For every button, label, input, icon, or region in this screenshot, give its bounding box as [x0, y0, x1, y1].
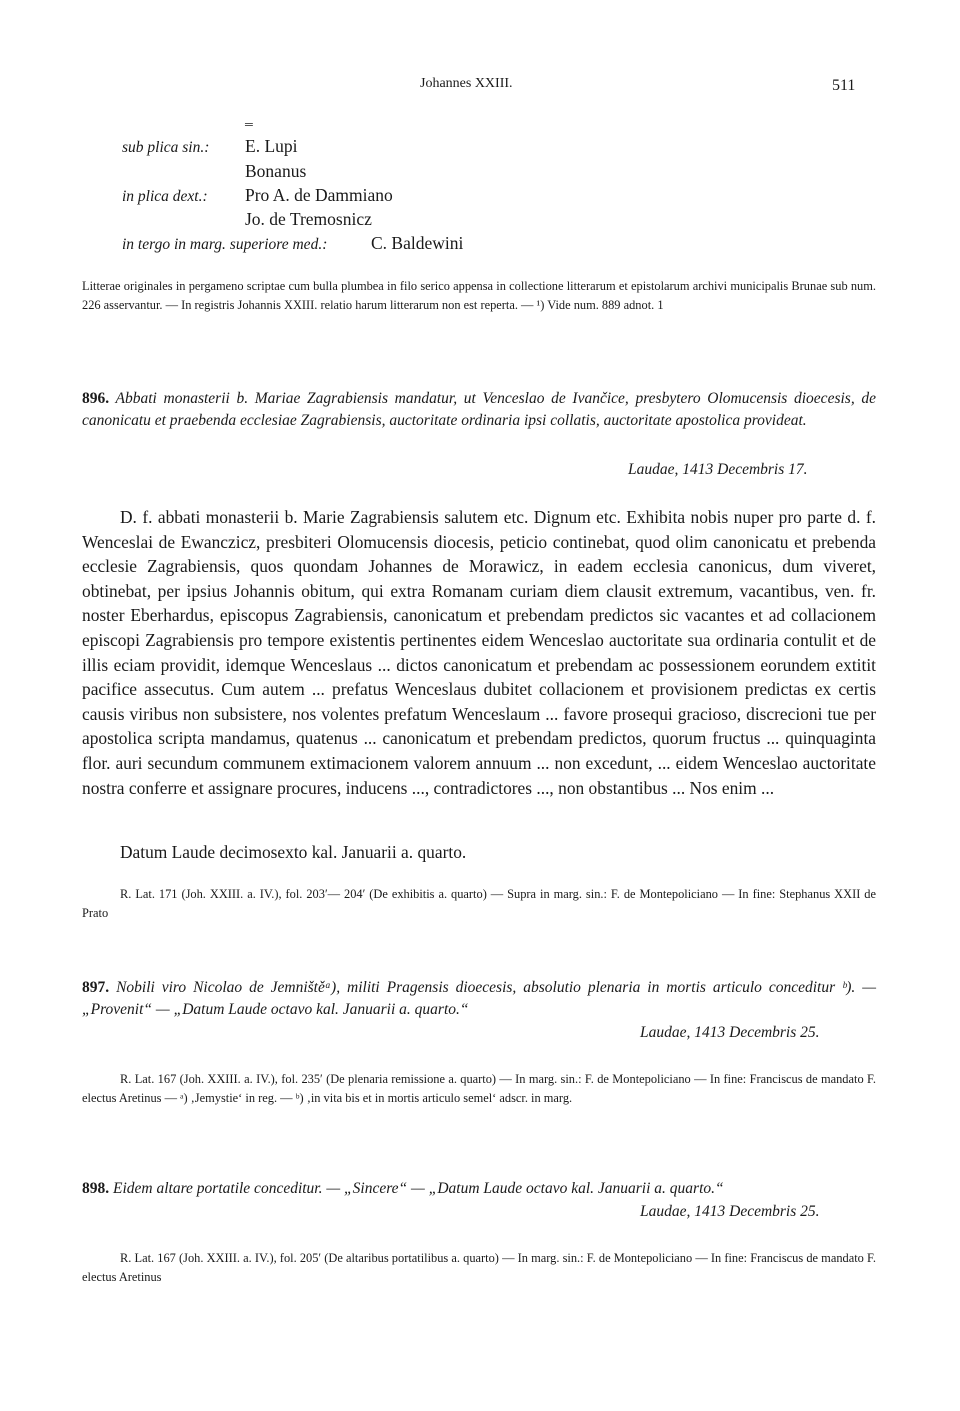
in-tergo-name: C. Baldewini	[371, 233, 464, 253]
running-header-title: Johannes XXIII.	[420, 76, 513, 91]
summary-text-898: Eidem altare portatile conceditur. — „Sincere“ — „Datum Laude octavo kal. Januarii a. quarto.“	[113, 1180, 724, 1197]
letter-text-896: D. f. abbati monasterii b. Marie Zagrabiensis salutem etc. Dignum etc. Exhibita nobis nuper pro parte d. f. Wenceslai de Ewanczicz, presbiteri Olomucensis diocesis, peticio continebat, quod olim canonicatu et prebenda ecclesie Zagrabiensis, quos quondam Johannes de Morawicz, in eadem ecclesia canonicus, dum viveret, obtinebat, per ipsius Johannis obitum, qui extra Romanam curiam diem clausit extremum, vacantibus, ven. fr. noster Eberhardus, episcopus Zagrabiensis, canonicatum et prebendam predictos sic vacantes et ad collacionem episcopi Zagrabiensis pro tempore existentis pertinentes eidem Wenceslao auctoritate sua ordinaria contulit et de illis eciam providit, idemque Wenceslaus ... dictos canonicatum et prebendam ac possessionem eorundem extitit pacifice assecutus. Cum autem ... prefatus Wenceslaus dubitet collacionem et provisionem predictas ex certis causis viribus non subsistere, nos volentes prefatum Wenceslaum ... favore prosequi gracioso, discrecioni tue per apostolica scripta mandamus, quatenus ... canonicatum et prebendam predictos, quorum fructus ... quinquaginta flor. auri secundum communem extimacionem valorem annuum ... non excedunt, ... eidem Wenceslao auctoritate nostra conferre et assignare procures, inducens ..., contradictores ..., non obstantibus ... Nos enim ...	[82, 507, 876, 798]
sub-plica-name-1: E. Lupi	[245, 136, 298, 156]
dateline-896: Laudae, 1413 Decembris 17.	[628, 461, 808, 478]
regest-summary-898	[82, 1178, 876, 1200]
dateline-898: Laudae, 1413 Decembris 25.	[640, 1203, 820, 1220]
closing-formula-896: Datum Laude decimosexto kal. Januarii a. quarto.	[120, 842, 467, 862]
dateline-897: Laudae, 1413 Decembris 25.	[640, 1024, 820, 1041]
label-sub-plica: sub plica sin.:	[122, 139, 210, 156]
page-number: 511	[832, 77, 856, 94]
in-plica-name-1: Pro A. de Dammiano	[245, 185, 393, 205]
document-number-897: 897.	[82, 979, 110, 996]
register-note-898: R. Lat. 167 (Joh. XXIII. a. IV.), fol. 205′ (De altaribus portatilibus a. quarto) — In marg. sin.: F. de Montepoliciano — In fine: Franciscus de mandato F. electus Aretinus	[82, 1251, 876, 1284]
label-in-tergo: in tergo in marg. superiore med.:	[122, 236, 328, 253]
register-note-897: R. Lat. 167 (Joh. XXIII. a. IV.), fol. 235′ (De plenaria remissione a. quarto) — In marg. sin.: F. de Montepoliciano — In fine: Franciscus de mandato F. electus Aretinus — ᵃ) ‚Jemystie‘ in reg. — ᵇ) ‚in vita bis et in mortis articulo semel‘ adscr. in marg.	[82, 1072, 876, 1105]
archive-note: Litterae originales in pergameno scriptae cum bulla plumbea in filo serico appensa in collectione litterarum et epistolarum archivi municipalis Brunae sub num. 226 asservantur. — In registris Johannis XXIII. relatio harum litterarum non est reperta. — ¹) Vide num. 889 adnot. 1	[82, 279, 876, 312]
document-number-898: 898.	[82, 1180, 110, 1197]
regest-summary-896	[82, 388, 876, 431]
regest-summary-897	[82, 977, 876, 1020]
sub-plica-name-2: Bonanus	[245, 161, 307, 181]
document-number-896: 896.	[82, 390, 110, 407]
register-note-896: R. Lat. 171 (Joh. XXIII. a. IV.), fol. 203′— 204′ (De exhibitis a. quarto) — Supra in marg. sin.: F. de Montepoliciano — In fine: Stephanus XXII de Prato	[82, 887, 876, 920]
abbreviation-mark: ═	[245, 119, 253, 131]
summary-text-896: Abbati monasterii b. Mariae Zagrabiensis mandatur, ut Venceslao de Ivančice, presbytero Olomucensis dioecesis, de canonicatu et praebenda ecclesiae Zagrabiensis, auctoritate ordinaria ipsi collatis, auctoritate apostolica provideat.	[82, 390, 876, 429]
label-in-plica: in plica dext.:	[122, 188, 208, 205]
summary-text-897: Nobili viro Nicolao de Jemništěᵃ), militi Pragensis dioecesis, absolutio plenaria in mortis articulo conceditur ᵇ). — „Provenit“ — „Datum Laude octavo kal. Januarii a. quarto.“	[82, 979, 876, 1018]
in-plica-name-2: Jo. de Tremosnicz	[245, 209, 372, 229]
